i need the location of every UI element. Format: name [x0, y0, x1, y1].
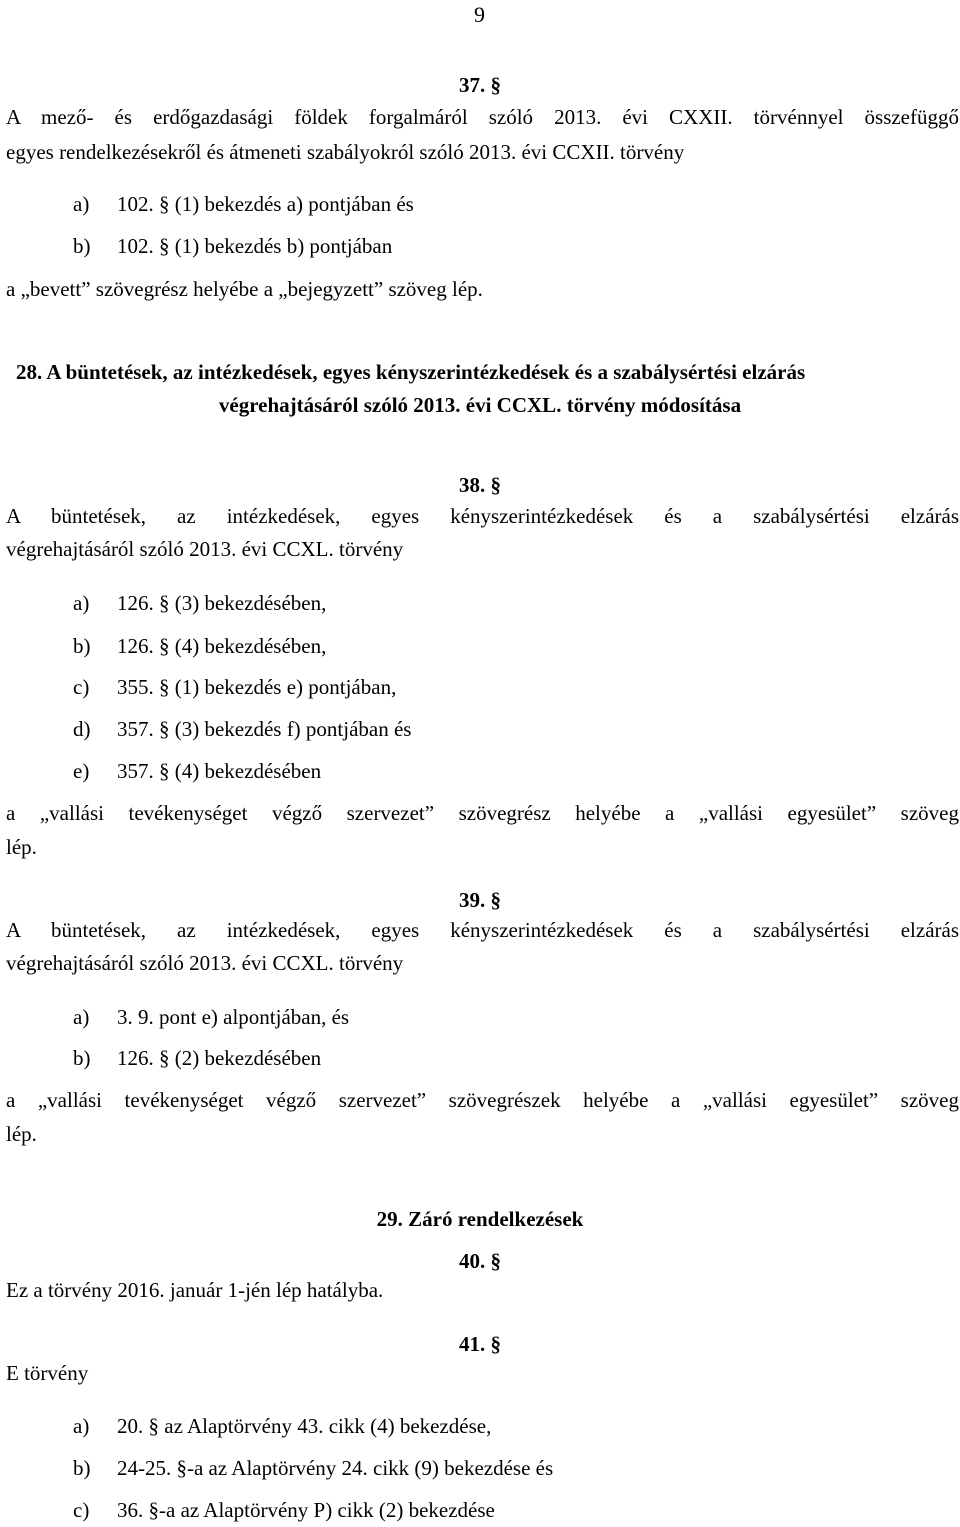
list-item — [73, 1004, 349, 1030]
list-item — [73, 716, 411, 742]
list-item-letter: d) — [73, 717, 91, 741]
list-item-text: 126. § (4) bekezdésében, — [117, 634, 327, 658]
list-item-text: 3. 9. pont e) alpontjában, és — [117, 1005, 350, 1029]
section-37-intro-line1: A mező- és erdőgazdasági földek forgalmáról szóló 2013. évi CXXII. törvénnyel összefüggő — [6, 105, 959, 129]
section-38-heading: 38. § — [459, 473, 501, 497]
list-item — [73, 1497, 495, 1523]
section-38-intro-line2: végrehajtásáról szóló 2013. évi CCXL. törvény — [6, 537, 404, 561]
list-item-letter: a) — [73, 1414, 90, 1438]
list-item-text: 24-25. §-a az Alaptörvény 24. cikk (9) bekezdése és — [117, 1456, 554, 1480]
list-item-letter: b) — [73, 634, 91, 658]
section-38-intro-line1: A büntetések, az intézkedések, egyes kényszerintézkedések és a szabálysértési elzárás — [6, 504, 959, 528]
section-39-intro-line2: végrehajtásáról szóló 2013. évi CCXL. törvény — [6, 951, 404, 975]
section-39-closing-line2: lép. — [6, 1122, 37, 1146]
list-item-letter: c) — [73, 675, 90, 699]
list-item-text: 355. § (1) bekezdés e) pontjában, — [117, 675, 397, 699]
section-37-heading: 37. § — [459, 73, 501, 97]
section-39-intro-line1: A büntetések, az intézkedések, egyes kényszerintézkedések és a szabálysértési elzárás — [6, 918, 959, 942]
list-item — [73, 758, 321, 784]
list-item-letter: a) — [73, 591, 90, 615]
list-item — [73, 1455, 553, 1481]
list-item — [73, 233, 392, 259]
section-38-closing-line2: lép. — [6, 835, 37, 859]
list-item-letter: e) — [73, 759, 90, 783]
section-38-closing-line1: a „vallási tevékenységet végző szervezet” szövegrész helyébe a „vallási egyesület” szöveg — [6, 801, 959, 825]
section-37-intro-line2: egyes rendelkezésekről és átmeneti szabályokról szóló 2013. évi CCXII. törvény — [6, 140, 685, 164]
list-item — [73, 1413, 491, 1439]
list-item-text: 357. § (4) bekezdésében — [117, 759, 322, 783]
list-item-letter: b) — [73, 234, 91, 258]
list-item-letter: a) — [73, 192, 90, 216]
list-item-text: 102. § (1) bekezdés a) pontjában és — [117, 192, 414, 216]
section-39-closing-line1: a „vallási tevékenységet végző szervezet” szövegrészek helyébe a „vallási egyesület” szöveg — [6, 1088, 959, 1112]
section-41-heading: 41. § — [459, 1332, 501, 1356]
list-item-text: 36. §-a az Alaptörvény P) cikk (2) bekezdése — [117, 1498, 495, 1522]
list-item-letter: b) — [73, 1046, 91, 1070]
chapter-29-title: 29. Záró rendelkezések — [376, 1207, 584, 1231]
chapter-28-title-line2: végrehajtásáról szóló 2013. évi CCXL. törvény módosítása — [218, 393, 742, 417]
list-item-text: 102. § (1) bekezdés b) pontjában — [117, 234, 393, 258]
list-item-text: 20. § az Alaptörvény 43. cikk (4) bekezdése, — [117, 1414, 492, 1438]
section-40-heading: 40. § — [459, 1249, 501, 1273]
list-item — [73, 1045, 321, 1071]
list-item — [73, 590, 326, 616]
list-item-letter: a) — [73, 1005, 90, 1029]
section-41-intro: E törvény — [6, 1361, 89, 1385]
section-37-closing: a „bevett” szövegrész helyébe a „bejegyzett” szöveg lép. — [6, 277, 483, 301]
page-number: 9 — [474, 2, 485, 27]
list-item-text: 126. § (3) bekezdésében, — [117, 591, 327, 615]
list-item-text: 357. § (3) bekezdés f) pontjában és — [117, 717, 412, 741]
list-item — [73, 191, 414, 217]
chapter-28-title-line1: 28. A büntetések, az intézkedések, egyes kényszerintézkedések és a szabálysértési elzárás — [16, 360, 806, 384]
section-40-text: Ez a törvény 2016. január 1-jén lép hatályba. — [6, 1278, 384, 1302]
list-item-text: 126. § (2) bekezdésében — [117, 1046, 322, 1070]
list-item-letter: c) — [73, 1498, 90, 1522]
list-item — [73, 633, 326, 659]
section-39-heading: 39. § — [459, 888, 501, 912]
list-item — [73, 674, 396, 700]
list-item-letter: b) — [73, 1456, 91, 1480]
